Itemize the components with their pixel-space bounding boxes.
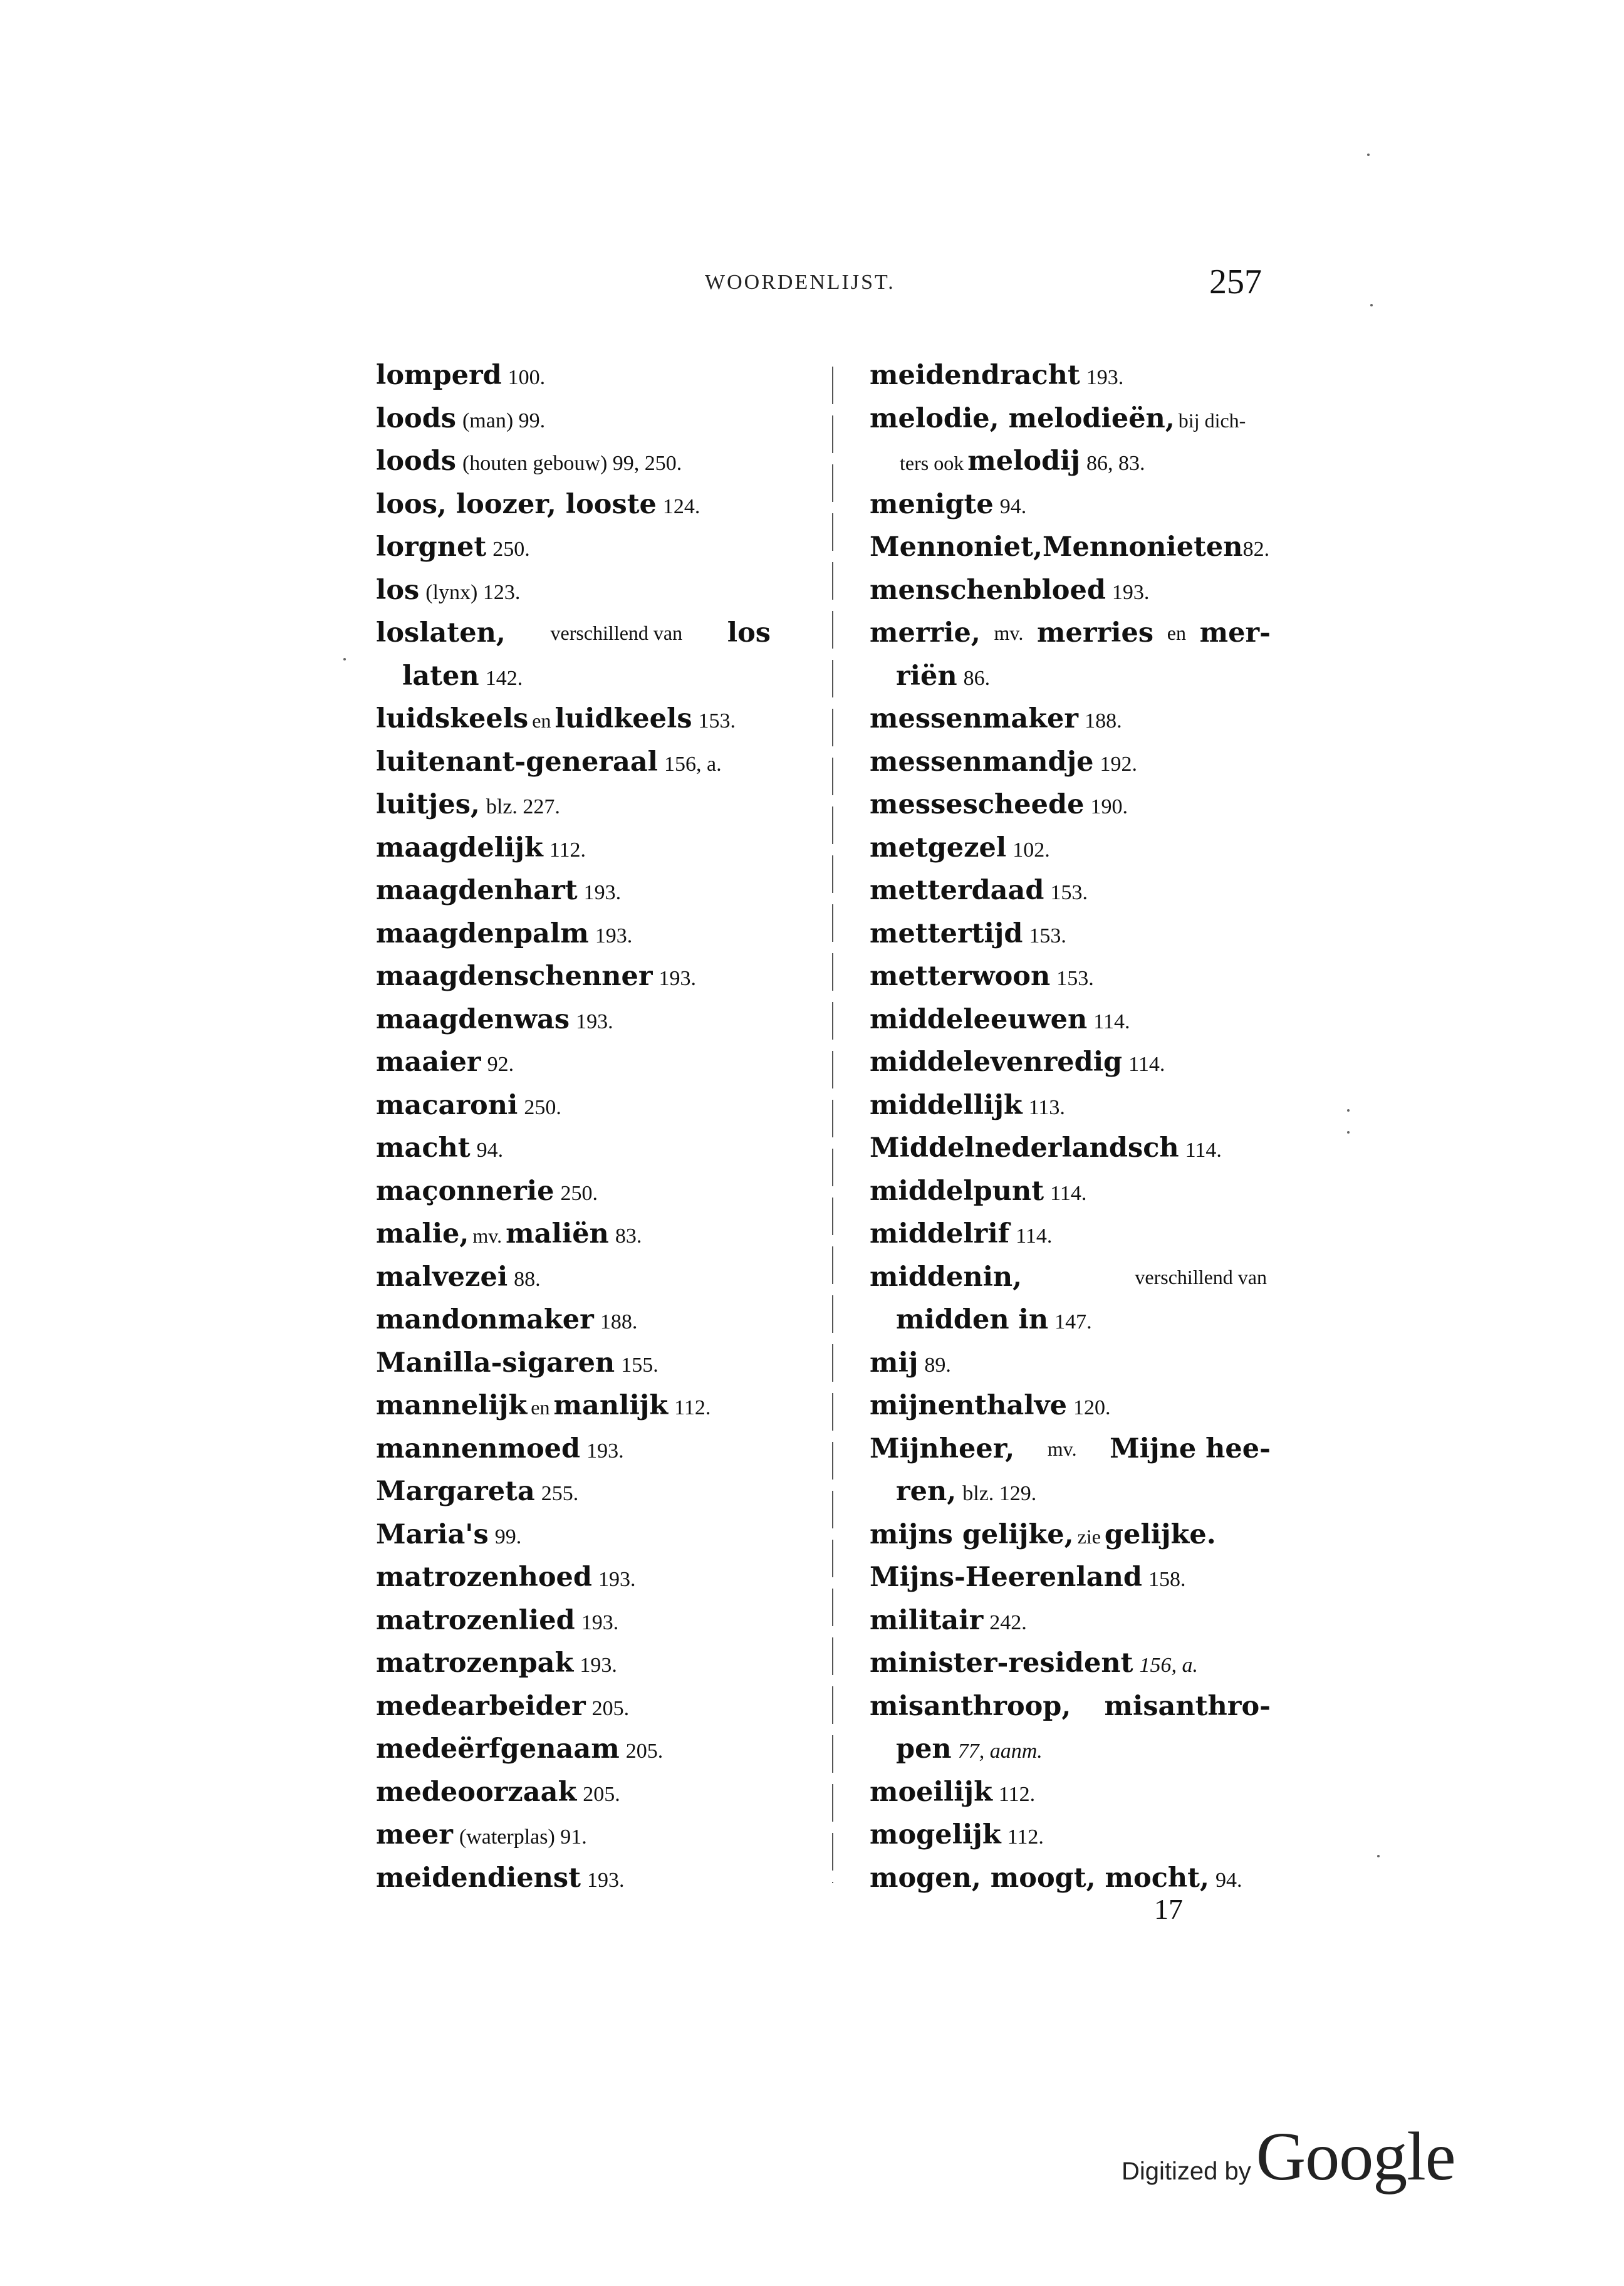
list-item: maaier 92. <box>376 1046 514 1078</box>
left-column <box>376 354 827 1899</box>
list-item: loos, loozer, looste 124. <box>376 488 700 520</box>
list-item: mijnenthalve 120. <box>870 1390 1111 1421</box>
list-item: maagdenhart 193. <box>376 875 622 906</box>
list-item: riën 86. <box>896 660 991 692</box>
list-item: mannenmoed 193. <box>376 1433 624 1464</box>
digitized-watermark <box>1122 2117 1455 2196</box>
list-item: laten 142. <box>402 660 523 692</box>
list-item: minister-resident 156, a. <box>870 1647 1198 1679</box>
list-item: malvezei 88. <box>376 1261 541 1293</box>
right-column <box>870 354 1277 1899</box>
list-item: luitenant-generaal 156, a. <box>376 746 722 778</box>
list-item: mijns gelijke, zie gelijke. <box>870 1518 1216 1550</box>
list-item: matrozenpak 193. <box>376 1647 617 1679</box>
list-item: maçonnerie 250. <box>376 1175 598 1207</box>
list-item: matrozenhoed 193. <box>376 1562 636 1593</box>
signature-mark: 17 <box>1154 1893 1183 1925</box>
list-item: mogelijk 112. <box>870 1819 1044 1850</box>
list-item: middelpunt 114. <box>870 1175 1087 1207</box>
list-item: Mennoniet,Mennonieten82. <box>870 531 1270 563</box>
list-item: mogen, moogt, mocht, 94. <box>870 1862 1242 1894</box>
list-item: middelevenredig 114. <box>870 1046 1165 1078</box>
list-item: macaroni 250. <box>376 1089 561 1121</box>
list-item: menschenbloed 193. <box>870 574 1150 606</box>
column-divider <box>832 367 833 1883</box>
list-item: matrozenlied 193. <box>376 1604 619 1636</box>
list-item: mij 89. <box>870 1347 951 1379</box>
list-item: militair 242. <box>870 1604 1027 1636</box>
list-item: metterdaad 153. <box>870 875 1088 906</box>
page-number: 257 <box>1209 263 1262 301</box>
list-item: los (lynx) 123. <box>376 574 521 606</box>
list-item: Mijnheer, mv. Mijne hee- <box>870 1433 1271 1464</box>
list-item: moeilijk 112. <box>870 1776 1036 1808</box>
scan-speck <box>1370 304 1373 306</box>
list-item: Mijns-Heerenland 158. <box>870 1562 1186 1593</box>
list-item: loods (man) 99. <box>376 402 546 434</box>
list-item: Margareta 255. <box>376 1476 579 1507</box>
list-item: maagdelijk 112. <box>376 832 586 864</box>
list-item: luitjes, blz. 227. <box>376 789 560 820</box>
list-item: merrie, mv. merries en mer- <box>870 617 1271 649</box>
scan-speck <box>1377 1855 1380 1857</box>
list-item: lorgnet 250. <box>376 531 530 563</box>
scan-speck <box>1347 1131 1350 1134</box>
list-item: malie, mv. maliën 83. <box>376 1218 642 1250</box>
scan-speck <box>1347 1109 1350 1112</box>
list-item: mandonmaker 188. <box>376 1304 638 1335</box>
list-item: meidendienst 193. <box>376 1862 625 1894</box>
list-item: middelrif 114. <box>870 1218 1053 1250</box>
google-logo: Google <box>1256 2118 1455 2195</box>
list-item: middellijk 113. <box>870 1089 1065 1121</box>
list-item: ters ook melodij 86, 83. <box>900 446 1145 477</box>
list-item: misanthroop, misanthro- <box>870 1690 1271 1722</box>
list-item: Manilla-sigaren 155. <box>376 1347 658 1379</box>
list-item: maagdenpalm 193. <box>376 917 633 949</box>
list-item: Middelnederlandsch 114. <box>870 1132 1222 1164</box>
list-item: lomperd 100. <box>376 360 546 391</box>
list-item: medeërfgenaam 205. <box>376 1733 664 1765</box>
list-item: maagdenschenner 193. <box>376 961 697 992</box>
list-item: middenin, verschillend van <box>870 1261 1267 1293</box>
list-item: meidendracht 193. <box>870 360 1124 391</box>
list-item: luidskeels en luidkeels 153. <box>376 703 736 734</box>
list-item: loslaten, verschillend van los <box>376 617 771 649</box>
list-item: messescheede 190. <box>870 789 1128 820</box>
list-item: loods (houten gebouw) 99, 250. <box>376 446 682 477</box>
list-item: ren, blz. 129. <box>896 1476 1037 1507</box>
list-item: messenmaker 188. <box>870 703 1122 734</box>
list-item: metterwoon 153. <box>870 961 1094 992</box>
list-item: melodie, melodieën, bij dich- <box>870 402 1246 434</box>
scan-speck <box>1367 154 1370 156</box>
list-item: messenmandje 192. <box>870 746 1138 778</box>
running-head: WOORDENLIJST. <box>705 271 895 294</box>
list-item: metgezel 102. <box>870 832 1050 864</box>
list-item: pen 77, aanm. <box>896 1733 1043 1765</box>
watermark-prefix: Digitized by <box>1122 2158 1251 2185</box>
list-item: midden in 147. <box>896 1304 1092 1335</box>
list-item: medearbeider 205. <box>376 1690 630 1722</box>
list-item: middeleeuwen 114. <box>870 1003 1130 1035</box>
list-item: mannelijk en manlijk 112. <box>376 1390 711 1421</box>
list-item: Maria's 99. <box>376 1518 522 1550</box>
list-item: mettertijd 153. <box>870 917 1066 949</box>
scan-speck <box>343 658 346 660</box>
list-item: menigte 94. <box>870 488 1027 520</box>
list-item: macht 94. <box>376 1132 504 1164</box>
list-item: medeoorzaak 205. <box>376 1776 620 1808</box>
list-item: maagdenwas 193. <box>376 1003 613 1035</box>
list-item: meer (waterplas) 91. <box>376 1819 587 1850</box>
